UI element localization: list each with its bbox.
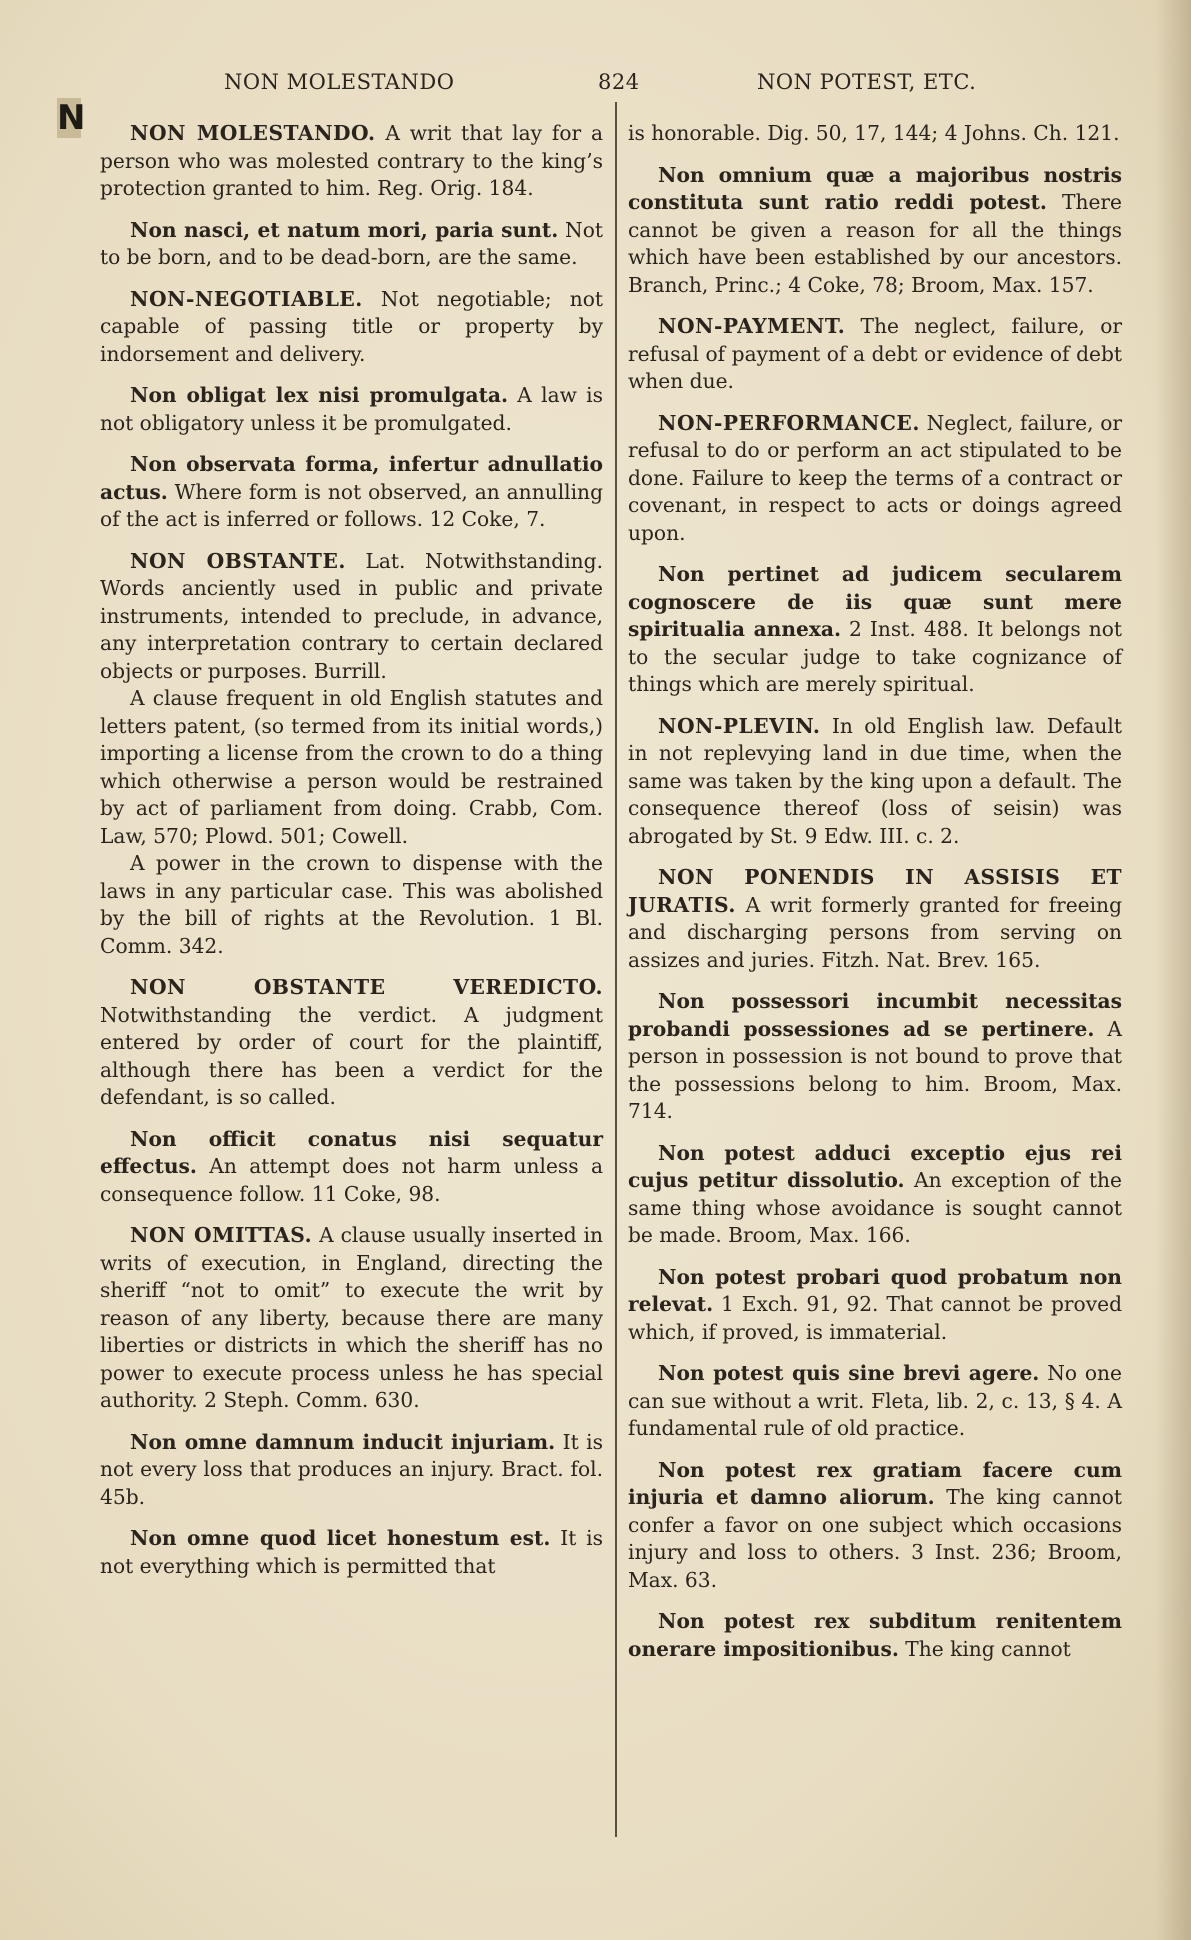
- entry-definition: A law is not obligatory unless it be promulgated.: [100, 383, 603, 435]
- entry-maxim: Non pertinet ad judicem secularem cognoscere de iis quæ sunt mere spiritualia annexa.: [628, 562, 1122, 641]
- entry-headword: NON-NEGOTIABLE.: [130, 286, 363, 311]
- entry: [628, 1608, 1122, 1663]
- entry-maxim: Non officit conatus nisi sequatur effectus.: [100, 1126, 603, 1178]
- thumb-index-letter: N: [57, 98, 86, 138]
- entry-headword: NON-PERFORMANCE.: [658, 410, 920, 435]
- entry-definition: It is not every loss that produces an injury. Bract. fol. 45b.: [100, 1429, 603, 1509]
- entry: [628, 1457, 1122, 1595]
- entry-headword: NON-PAYMENT.: [658, 314, 846, 338]
- entry: [100, 451, 603, 534]
- entry-definition: The king cannot confer a favor on one subject which occasions injury and loss to others. 3 Inst. 236; Broom, Max. 63.: [628, 1485, 1122, 1592]
- entry: [628, 988, 1122, 1126]
- entry-maxim: Non possessori incumbit necessitas probandi possessiones ad se pertinere.: [628, 989, 1122, 1041]
- entry: [628, 1140, 1122, 1250]
- entry-definition: Notwithstanding the verdict. A judgment entered by order of court for the plaintiff, although there has been a verdict for the defendant, is so called.: [100, 1002, 603, 1109]
- entry: [628, 864, 1122, 974]
- entry-definition: A power in the crown to dispense with the laws in any particular case. This was abolished by the bill of rights at the Revolution. 1 Bl. Comm. 342.: [100, 851, 603, 958]
- entry-definition: Neglect, failure, or refusal to do or perform an act stipulated to be done. Failure to keep the terms of a contract or covenant, in respect to acts or doings agreed upon.: [628, 410, 1122, 545]
- entry-definition: is honorable. Dig. 50, 17, 144; 4 Johns. Ch. 121.: [628, 121, 1120, 145]
- entry: [100, 974, 603, 1112]
- entry-definition: 2 Inst. 488. It belongs not to the secular judge to take cognizance of things which are merely spiritual.: [628, 617, 1122, 696]
- entry: [100, 548, 603, 686]
- book-spine-shadow: [1155, 0, 1191, 1940]
- entry: [628, 713, 1122, 851]
- entry-maxim: Non omnium quæ a majoribus nostris constituta sunt ratio reddi potest.: [628, 162, 1122, 214]
- entry-headword: NON MOLESTANDO.: [130, 121, 376, 145]
- header-right-guide-word: NON POTEST, ETC.: [757, 70, 977, 94]
- entry-definition: Not negotiable; not capable of passing title or property by indorsement and delivery.: [100, 286, 603, 366]
- entry-definition: Where form is not observed, an annulling of the act is inferred or follows. 12 Coke, 7.: [100, 479, 603, 531]
- entry: [628, 561, 1122, 699]
- entry: [100, 120, 603, 203]
- entry: [100, 286, 603, 369]
- entry-definition: It is not everything which is permitted that: [100, 1526, 603, 1578]
- entry-maxim: Non nasci, et natum mori, paria sunt.: [130, 217, 559, 242]
- entry: [100, 217, 603, 272]
- entry-continuation: [100, 685, 603, 850]
- entry: [628, 410, 1122, 548]
- entry-definition: 1 Exch. 91, 92. That cannot be proved which, if proved, is immaterial.: [628, 1292, 1122, 1344]
- entry-definition: An attempt does not harm unless a consequence follow. 11 Coke, 98.: [100, 1154, 603, 1206]
- entry-definition: No one can sue without a writ. Fleta, lib. 2, c. 13, § 4. A fundamental rule of old practice.: [628, 1361, 1122, 1440]
- running-header: [0, 70, 1191, 100]
- entry-definition: Lat. Notwithstanding. Words anciently used in public and private instruments, intended to preclude, in advance, any interpretation contrary to certain declared objects or purposes. Burrill.: [100, 548, 603, 683]
- entry-maxim: Non potest quis sine brevi agere.: [658, 1361, 1040, 1385]
- entry-headword: NON OBSTANTE.: [130, 548, 346, 573]
- entry-definition: An exception of the same thing whose avoidance is sought cannot be made. Broom, Max. 166.: [628, 1168, 1123, 1247]
- entry-maxim: Non obligat lex nisi promulgata.: [130, 383, 509, 407]
- entry-definition: A person in possession is not bound to prove that the possessions belong to him. Broom, Max. 714.: [628, 1016, 1123, 1123]
- entry-maxim: Non omne quod licet honestum est.: [130, 1526, 551, 1550]
- entry-definition: A writ formerly granted for freeing and discharging persons from serving on assizes and juries. Fitzh. Nat. Brev. 165.: [628, 892, 1122, 972]
- entry-definition: The neglect, failure, or refusal of payment of a debt or evidence of debt when due.: [628, 314, 1122, 393]
- entry-maxim: Non omne damnum inducit injuriam.: [130, 1429, 556, 1454]
- entry-maxim: Non potest adduci exceptio ejus rei cujus petitur dissolutio.: [628, 1140, 1122, 1192]
- page-number: 824: [598, 70, 640, 94]
- entry: [628, 1264, 1122, 1347]
- entry: [628, 162, 1122, 300]
- entry: [100, 1525, 603, 1580]
- entry: [100, 382, 603, 437]
- entry-continuation: [628, 120, 1122, 148]
- entry-definition: A writ that lay for a person who was molested contrary to the king’s protection granted to him. Reg. Orig. 184.: [100, 121, 603, 200]
- entry-definition: The king cannot: [898, 1636, 1071, 1661]
- entry-headword: NON PONENDIS IN ASSISIS ET JURATIS.: [628, 865, 1122, 917]
- entry: [628, 1360, 1122, 1443]
- entry: [100, 1126, 603, 1209]
- entry-headword: NON OMITTAS.: [130, 1223, 313, 1247]
- entry-maxim: Non observata forma, infertur adnullatio actus.: [100, 452, 603, 504]
- entry-definition: A clause frequent in old English statutes and letters patent, (so termed from its initial words,) importing a license from the crown to do a thing which otherwise a person would be restrained by act of parliament from doing. Crabb, Com. Law, 570; Plowd. 501; Cowell.: [100, 686, 603, 848]
- entry-continuation: [100, 850, 603, 960]
- entry: [100, 1429, 603, 1512]
- header-left-guide-word: NON MOLESTANDO: [224, 70, 455, 94]
- column-divider: [615, 102, 617, 1837]
- entry-maxim: Non potest rex gratiam facere cum injuria et damno aliorum.: [628, 1457, 1122, 1509]
- entry-maxim: Non potest probari quod probatum non relevat.: [628, 1264, 1122, 1316]
- entry-definition: In old English law. Default in not replevying land in due time, when the same was taken by the king upon a default. The consequence thereof (loss of seisin) was abrogated by St. 9 Edw. III. c. 2.: [628, 713, 1122, 848]
- entry-definition: Not to be born, and to be dead-born, are the same.: [100, 217, 603, 269]
- entry-headword: NON OBSTANTE VEREDICTO.: [130, 975, 603, 999]
- entry-definition: There cannot be given a reason for all the things which have been established by our ancestors. Branch, Princ.; 4 Coke, 78; Broom, Max. 157.: [628, 190, 1122, 297]
- entry: [100, 1222, 603, 1415]
- entry: [628, 313, 1122, 396]
- right-column: [628, 120, 1122, 1677]
- left-column: [100, 120, 603, 1594]
- entry-maxim: Non potest rex subditum renitentem onerare impositionibus.: [628, 1609, 1122, 1661]
- entry-definition: A clause usually inserted in writs of execution, in England, directing the sheriff “not to omit” to execute the writ by reason of any liberty, because there are many liberties or districts in which the sheriff has no power to execute process unless he has special authority. 2 Steph. Comm. 630.: [100, 1223, 604, 1412]
- entry-headword: NON-PLEVIN.: [658, 713, 821, 738]
